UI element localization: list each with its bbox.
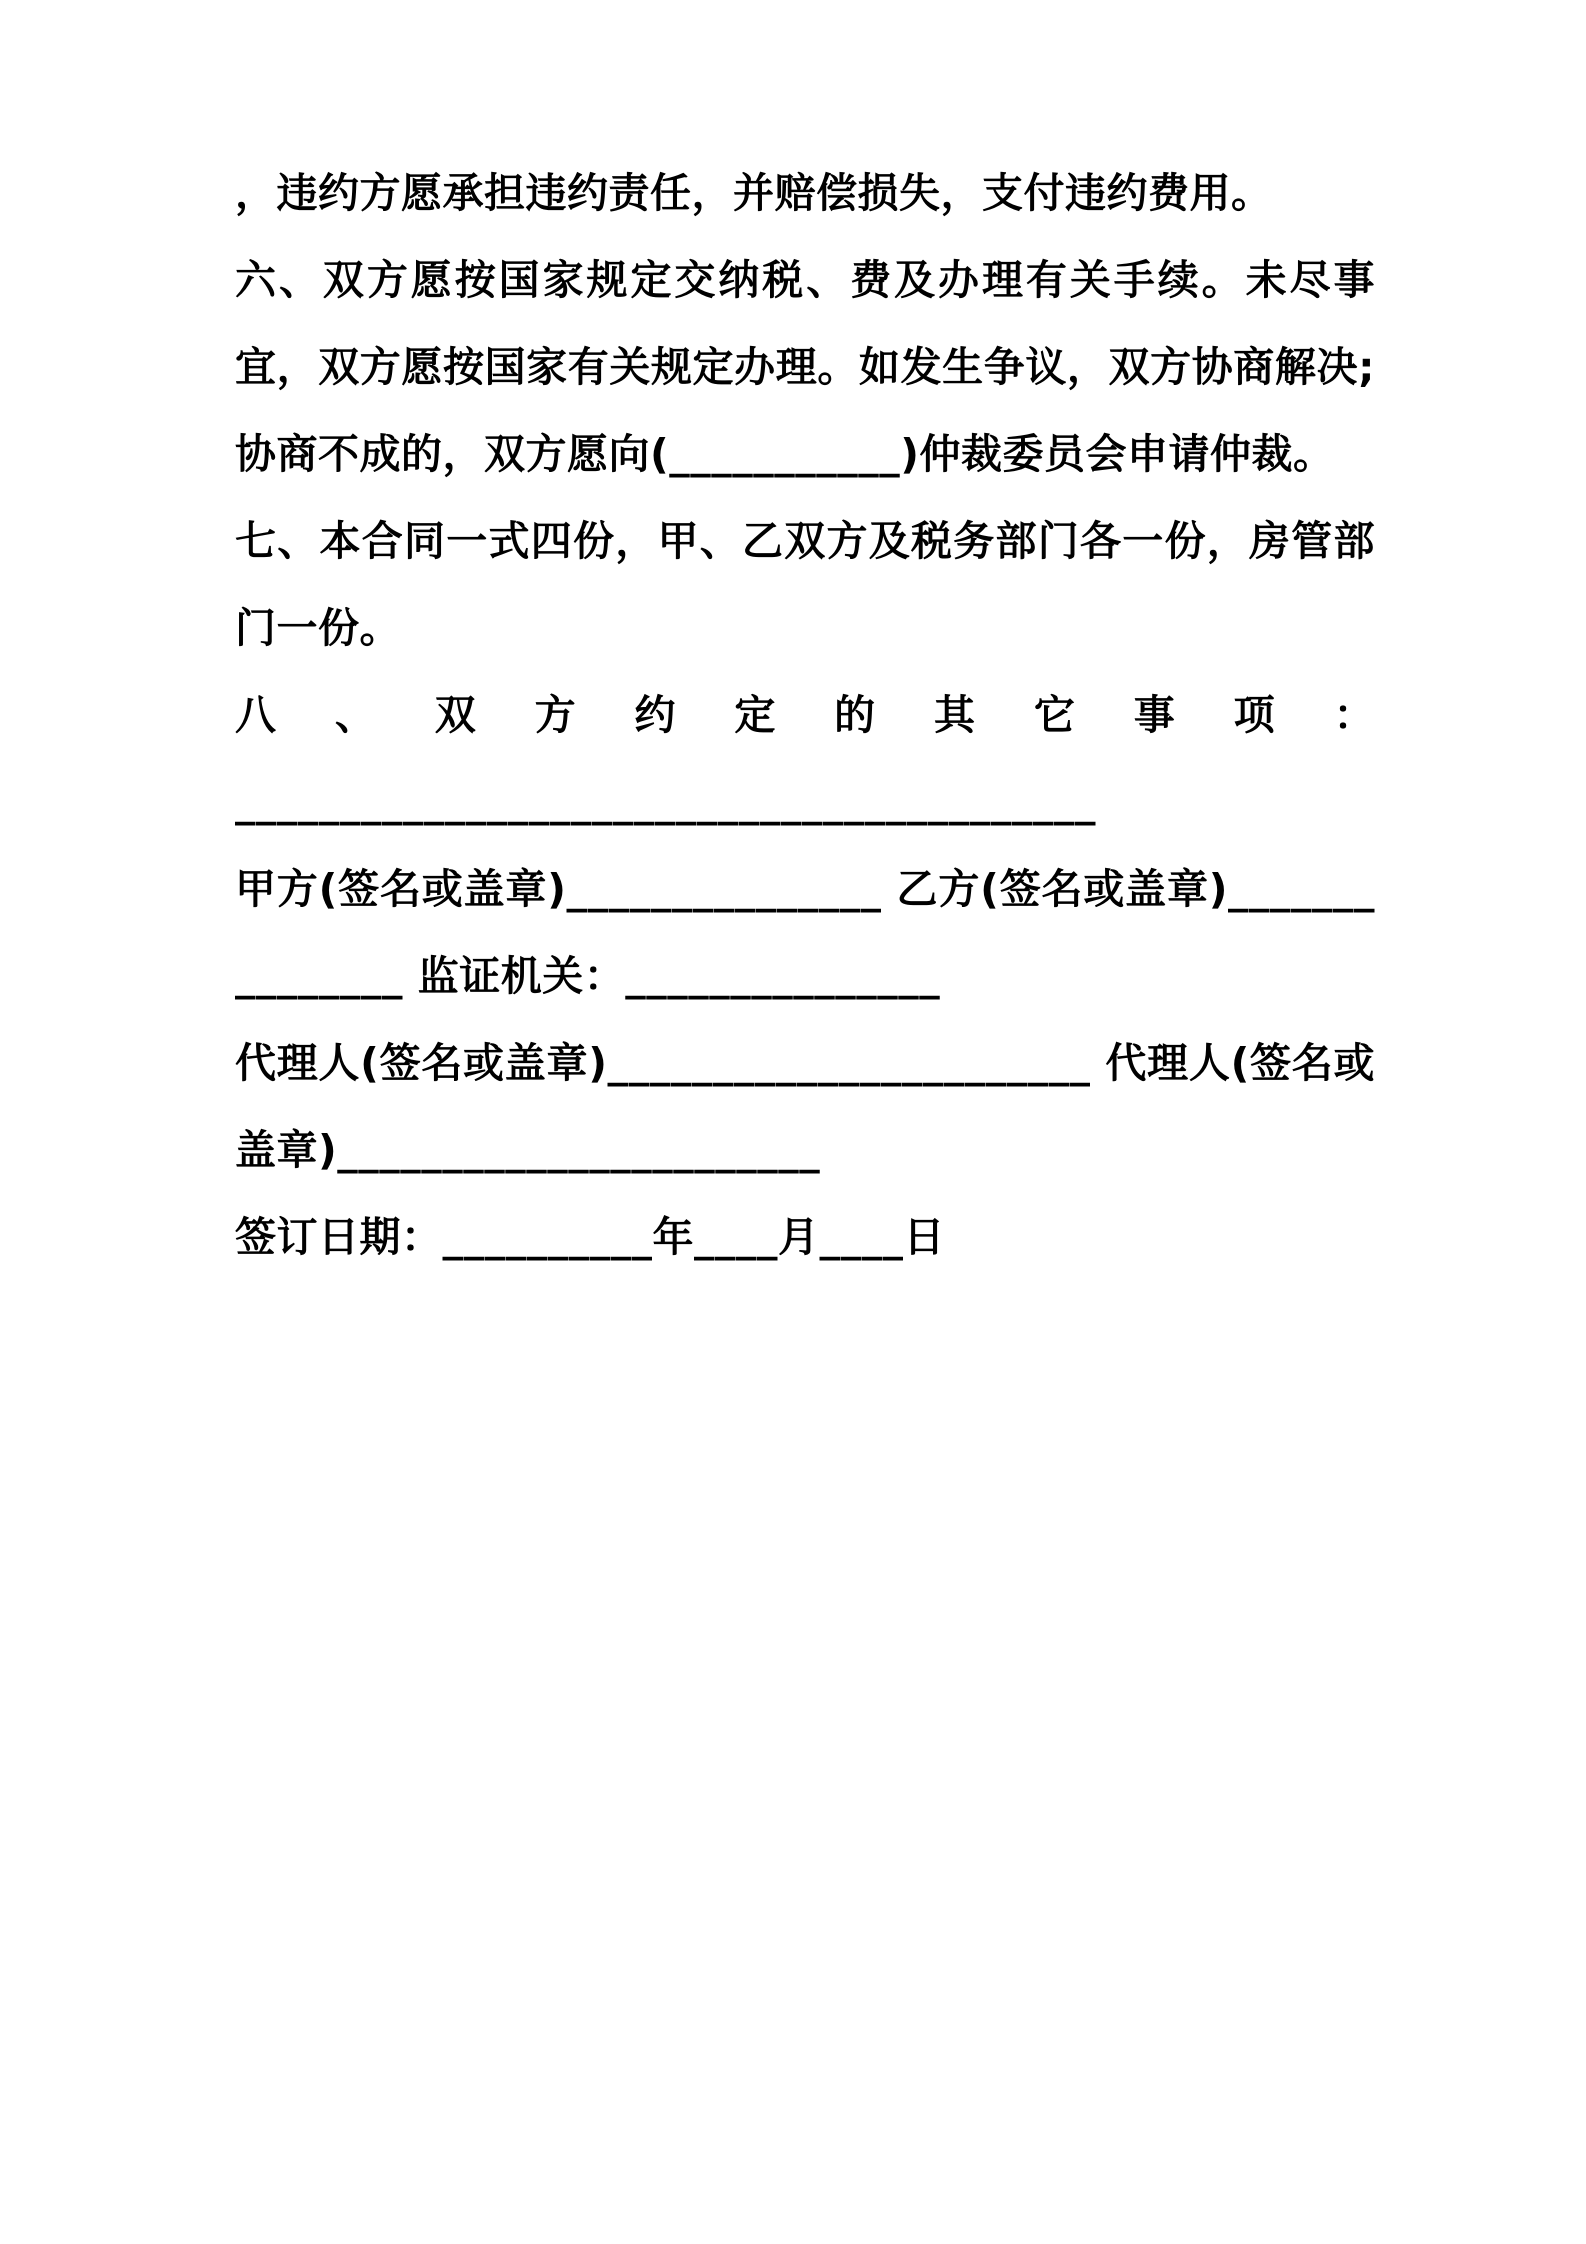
paragraph-article-eight-blank: _________________________________________: [235, 778, 1096, 826]
paragraph-article-eight: 八、双方约定的其它事项：: [235, 691, 1375, 739]
paragraph-signature-date: 签订日期：__________年____月____日: [235, 1213, 945, 1261]
paragraph-signature-parties: 甲方(签名或盖章)_______________ 乙方(签名或盖章)_______________ 监证机关：_______________: [235, 865, 1375, 1000]
paragraph-article-seven: 七、本合同一式四份，甲、乙双方及税务部门各一份，房管部门一份。: [235, 517, 1375, 652]
paragraph-article-six: 六、双方愿按国家规定交纳税、费及办理有关手续。未尽事宜，双方愿按国家有关规定办理。如发生争议，双方协商解决;协商不成的，双方愿向(___________)仲裁委员会申请仲裁。: [235, 256, 1375, 478]
paragraph-breach-continued: ，违约方愿承担违约责任，并赔偿损失，支付违约费用。: [235, 169, 1273, 217]
paragraph-signature-agents: 代理人(签名或盖章)_______________________ 代理人(签名或盖章)_______________________: [235, 1039, 1375, 1174]
document-body: [235, 150, 1375, 1281]
